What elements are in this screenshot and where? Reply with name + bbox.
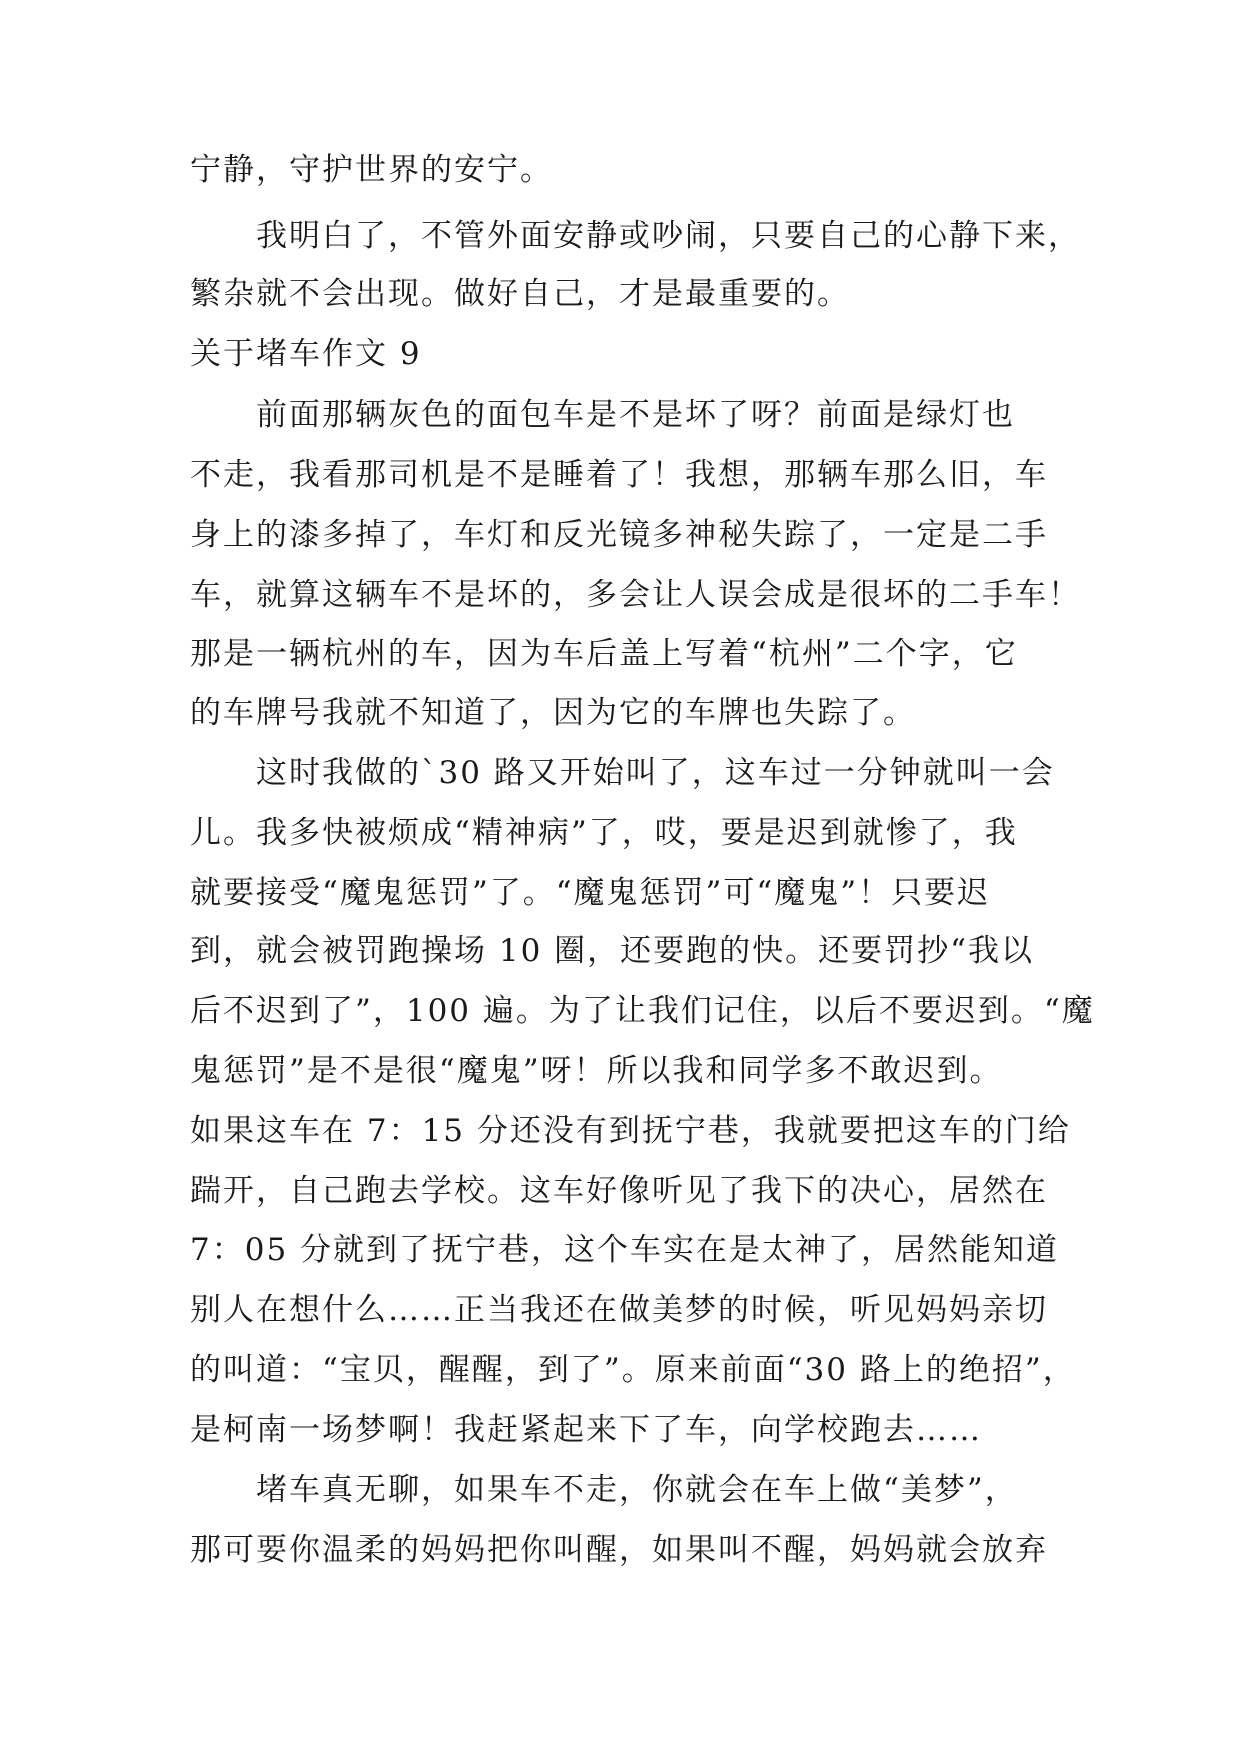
text-line: 宁静，守护世界的安宁。 [190, 152, 553, 188]
text-line: 如果这车在 7：15 分还没有到抚宁巷，我就要把这车的门给 [190, 1113, 1071, 1149]
paragraph-line: 这时我做的`30 路又开始叫了，这车过一分钟就叫一会 [256, 755, 1055, 791]
text-line: 是柯南一场梦啊！我赶紧起来下了车，向学校跑去…… [190, 1412, 982, 1448]
text-line: 到，就会被罚跑操场 10 圈，还要跑的快。还要罚抄“我以 [190, 933, 1034, 969]
text-line: 身上的漆多掉了，车灯和反光镜多神秘失踪了，一定是二手 [190, 517, 1048, 553]
text-line: 踹开，自己跑去学校。这车好像听见了我下的决心，居然在 [190, 1173, 1048, 1209]
text-line: 那是一辆杭州的车，因为车后盖上写着“杭州”二个字，它 [190, 636, 1018, 672]
paragraph-line: 前面那辆灰色的面包车是不是坏了呀？前面是绿灯也 [256, 397, 1015, 433]
text-line: 7：05 分就到了抚宁巷，这个车实在是太神了，居然能知道 [190, 1232, 1060, 1268]
text-line: 鬼惩罚”是不是很“魔鬼”呀！所以我和同学多不敢迟到。 [190, 1053, 1003, 1089]
paragraph-line: 堵车真无聊，如果车不走，你就会在车上做“美梦”， [256, 1472, 1018, 1508]
text-line: 儿。我多快被烦成“精神病”了，哎，要是迟到就惨了，我 [190, 815, 1018, 851]
paragraph-line: 我明白了，不管外面安静或吵闹，只要自己的心静下来， [256, 218, 1081, 254]
text-line: 不走，我看那司机是不是睡着了！我想，那辆车那么旧，车 [190, 457, 1048, 493]
section-heading: 关于堵车作文 9 [190, 336, 422, 372]
text-line: 车，就算这辆车不是坏的，多会让人误会成是很坏的二手车！ [190, 577, 1081, 613]
text-line: 的叫道：“宝贝，醒醒，到了”。原来前面“30 路上的绝招”， [190, 1352, 1076, 1388]
text-line: 那可要你温柔的妈妈把你叫醒，如果叫不醒，妈妈就会放弃 [190, 1532, 1048, 1568]
text-line: 就要接受“魔鬼惩罚”了。“魔鬼惩罚”可“魔鬼”！只要迟 [190, 875, 991, 911]
text-line: 繁杂就不会出现。做好自己，才是最重要的。 [190, 276, 850, 312]
text-line: 后不迟到了”，100 遍。为了让我们记住，以后不要迟到。“魔 [190, 993, 1095, 1029]
text-line: 别人在想什么……正当我还在做美梦的时候，听见妈妈亲切 [190, 1292, 1048, 1328]
text-line: 的车牌号我就不知道了，因为它的车牌也失踪了。 [190, 695, 916, 731]
